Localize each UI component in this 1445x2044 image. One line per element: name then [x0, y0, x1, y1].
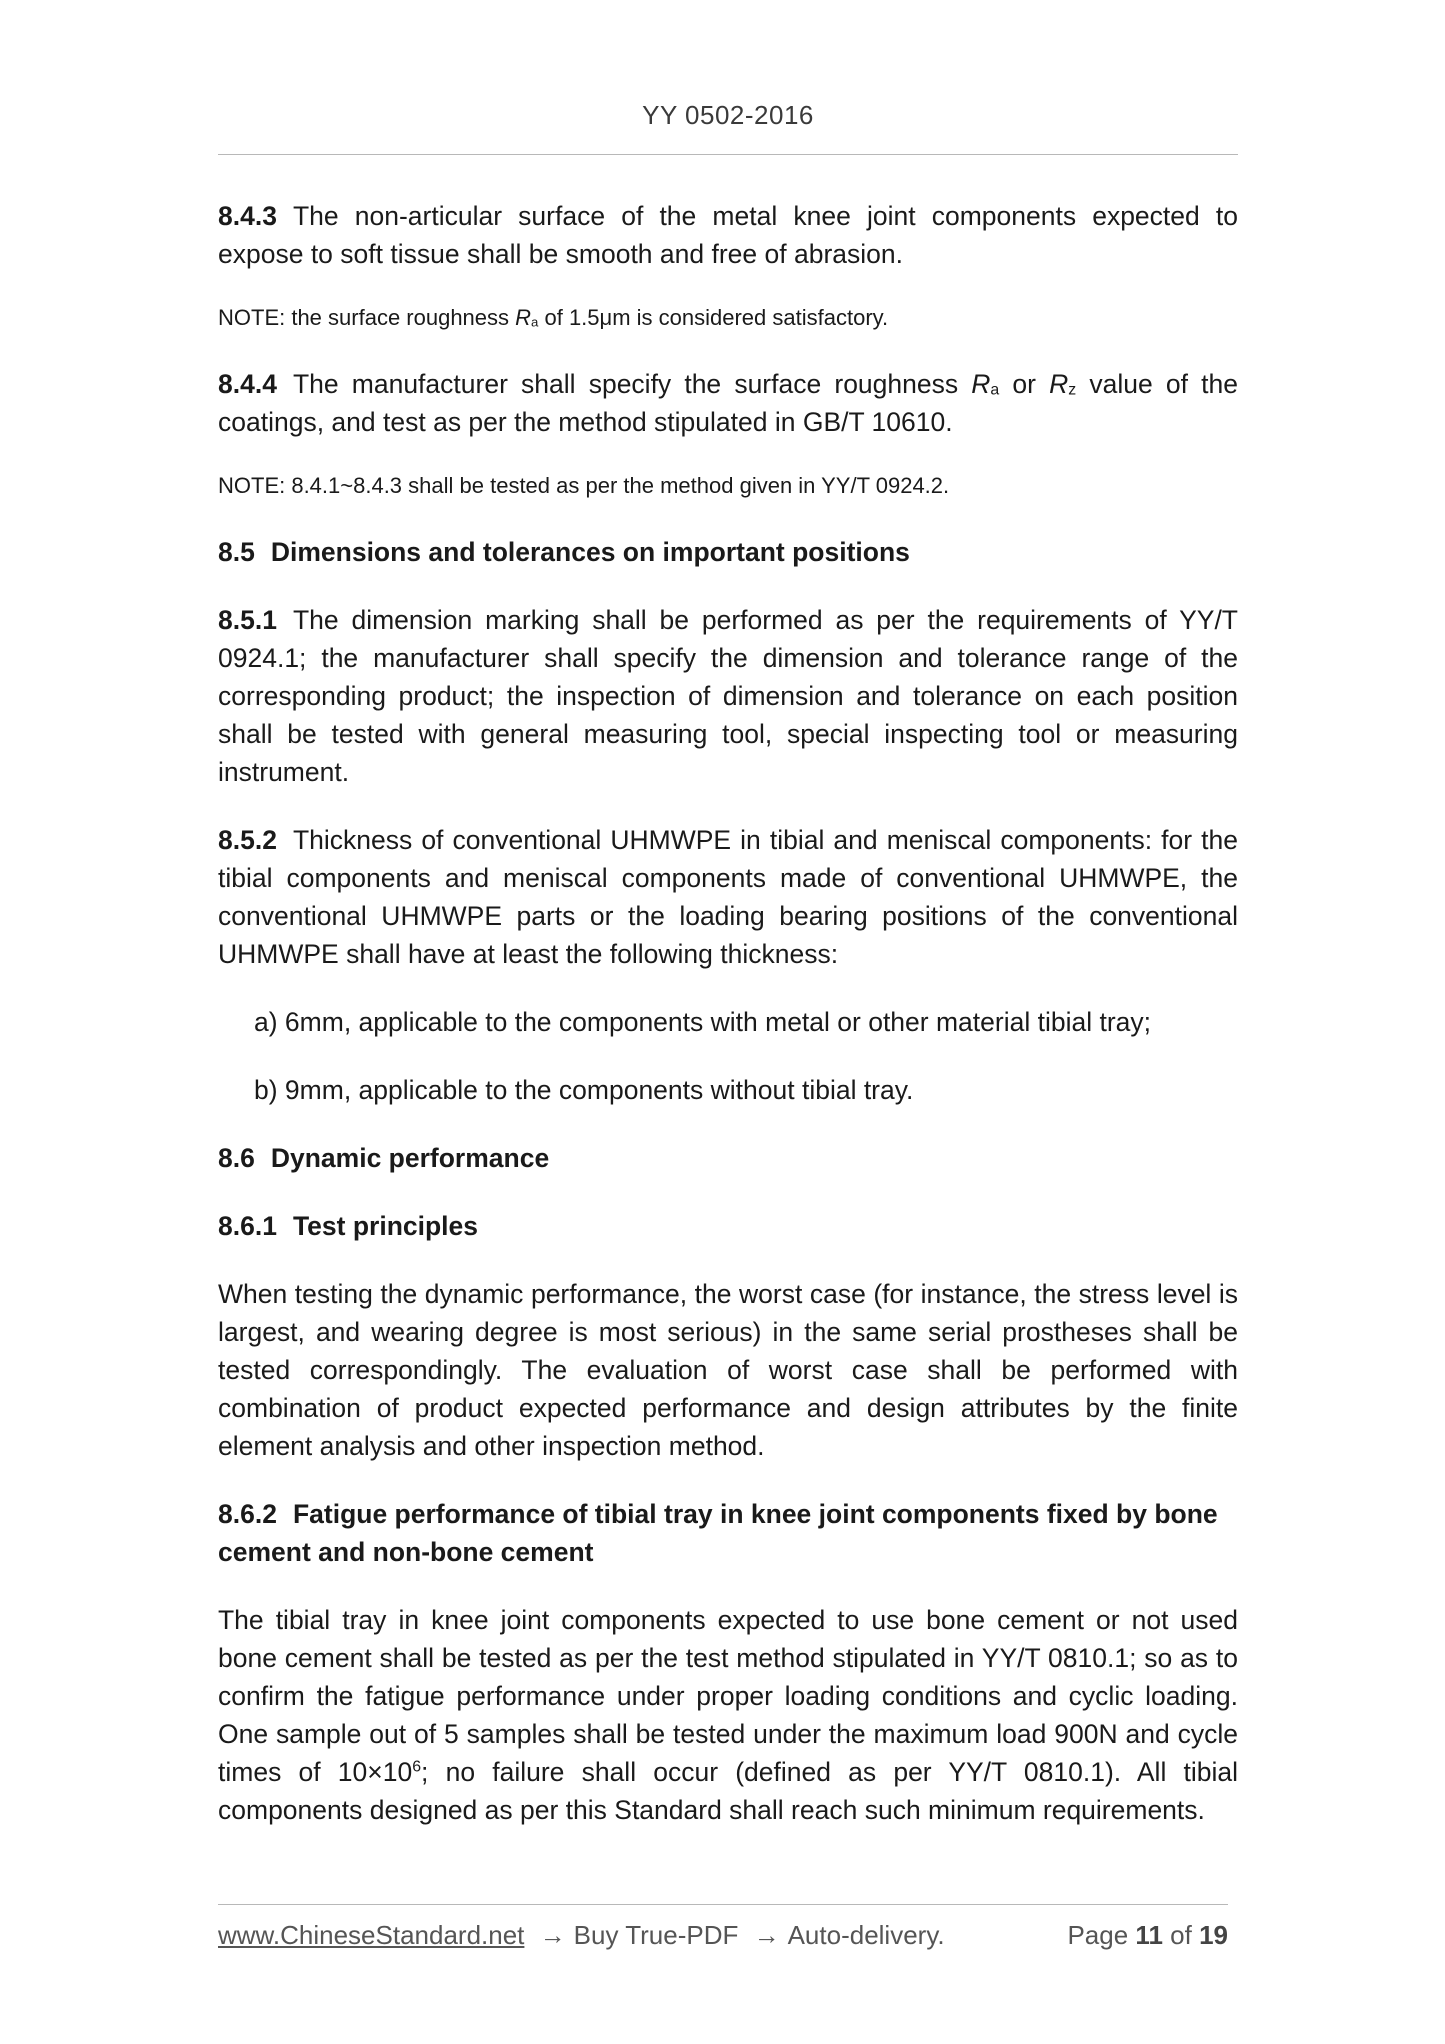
arrow-right-icon: → [539, 1920, 566, 1950]
paragraph-test-principles: When testing the dynamic performance, the worst case (for instance, the stress level is largest, and wearing degree is most serious) in the same serial prostheses shall be tested correspondingly. The evaluation of worst case shall be performed with combination of product expected performance and design attributes by the finite element analysis and other inspection method. [218, 1279, 1238, 1461]
clause-8-4-4 [218, 365, 1238, 441]
section-number: 8.6.2 [218, 1499, 277, 1529]
section-number: 8.5 [218, 537, 255, 567]
roughness-subscript: a [531, 314, 539, 330]
section-8-6-heading [218, 1139, 1238, 1177]
arrow-right-icon: → [753, 1920, 780, 1950]
website-link[interactable]: www.ChineseStandard.net [218, 1920, 525, 1950]
page-number-indicator [1067, 1920, 1228, 1951]
buy-true-pdf-text: Buy True-PDF [573, 1920, 739, 1950]
auto-delivery-text: Auto-delivery. [787, 1920, 945, 1950]
section-title: Dynamic performance [270, 1143, 550, 1173]
clause-number: 8.5.2 [218, 825, 277, 855]
total-pages-number: 19 [1199, 1920, 1228, 1950]
clause-text: The dimension marking shall be performed as per the requirements of YY/T 0924.1; the manufacturer shall specify the dimension and tolerance range of the corresponding product; the inspection of dimension and tolerance on each position shall be tested with general measuring tool, special inspecting tool or measuring instrument. [218, 605, 1238, 787]
exponent-superscript: 6 [412, 1758, 422, 1776]
section-title: Fatigue performance of tibial tray in knee joint components fixed by bone cement and non-bone cement [218, 1499, 1218, 1567]
header-divider [218, 154, 1238, 155]
section-title: Dimensions and tolerances on important positions [270, 537, 910, 567]
list-item-a: a) 6mm, applicable to the components with metal or other material tibial tray; [254, 1007, 1151, 1037]
clause-8-4-3 [218, 197, 1238, 273]
roughness-subscript: z [1068, 381, 1077, 399]
list-item-b: b) 9mm, applicable to the components without tibial tray. [254, 1075, 914, 1105]
document-body [218, 197, 1238, 1829]
clause-number: 8.5.1 [218, 605, 277, 635]
clause-text: The non-articular surface of the metal knee joint components expected to expose to soft tissue shall be smooth and free of abrasion. [218, 201, 1238, 269]
clause-text: Thickness of conventional UHMWPE in tibial and meniscal components: for the tibial components and meniscal components made of conventional UHMWPE, the conventional UHMWPE parts or the loading bearing positions of the conventional UHMWPE shall have at least the following thickness: [218, 825, 1238, 969]
footer-divider [218, 1904, 1228, 1905]
roughness-subscript: a [990, 381, 1000, 399]
page-footer [218, 1920, 1228, 1951]
page-label: Page [1067, 1920, 1129, 1950]
note-test-method: NOTE: 8.4.1~8.4.3 shall be tested as per the method given in YY/T 0924.2. [218, 473, 950, 498]
note-text: NOTE: the surface roughness [218, 305, 516, 330]
of-label: of [1170, 1920, 1192, 1950]
clause-text: value of the coatings, and test as per the method stipulated in GB/T 10610. [218, 369, 1238, 437]
clause-text: or [999, 369, 1050, 399]
section-8-6-1-heading [218, 1207, 1238, 1245]
paragraph-text: ; no failure shall occur (defined as per YY/T 0810.1). All tibial components designed as per this Standard shall reach such minimum requirements. [218, 1757, 1239, 1825]
clause-8-5-2 [218, 821, 1238, 973]
note-text: of 1.5μm is considered satisfactory. [538, 305, 889, 330]
document-code-header: YY 0502-2016 [642, 100, 814, 130]
clause-number: 8.4.3 [218, 201, 277, 231]
paragraph-text: The tibial tray in knee joint components expected to use bone cement or not used bone cement shall be tested as per the test method stipulated in YY/T 0810.1; so as to confirm the fatigue performance under proper loading conditions and cyclic loading. One sample out of 5 samples shall be tested under the maximum load 900N and cycle times of 10×10 [218, 1605, 1238, 1787]
section-title: Test principles [292, 1211, 479, 1241]
clause-number: 8.4.4 [218, 369, 277, 399]
roughness-symbol: R [515, 305, 532, 330]
section-number: 8.6 [218, 1143, 255, 1173]
section-8-6-2-heading [218, 1495, 1238, 1571]
section-number: 8.6.1 [218, 1211, 277, 1241]
note-surface-roughness [218, 303, 1238, 333]
clause-8-5-1 [218, 601, 1238, 791]
roughness-symbol: R [971, 369, 991, 399]
clause-text: The manufacturer shall specify the surface roughness [292, 369, 972, 399]
current-page-number: 11 [1135, 1920, 1163, 1950]
roughness-symbol: R [1049, 369, 1069, 399]
section-8-5-heading [218, 533, 1238, 571]
paragraph-fatigue-performance [218, 1601, 1238, 1829]
